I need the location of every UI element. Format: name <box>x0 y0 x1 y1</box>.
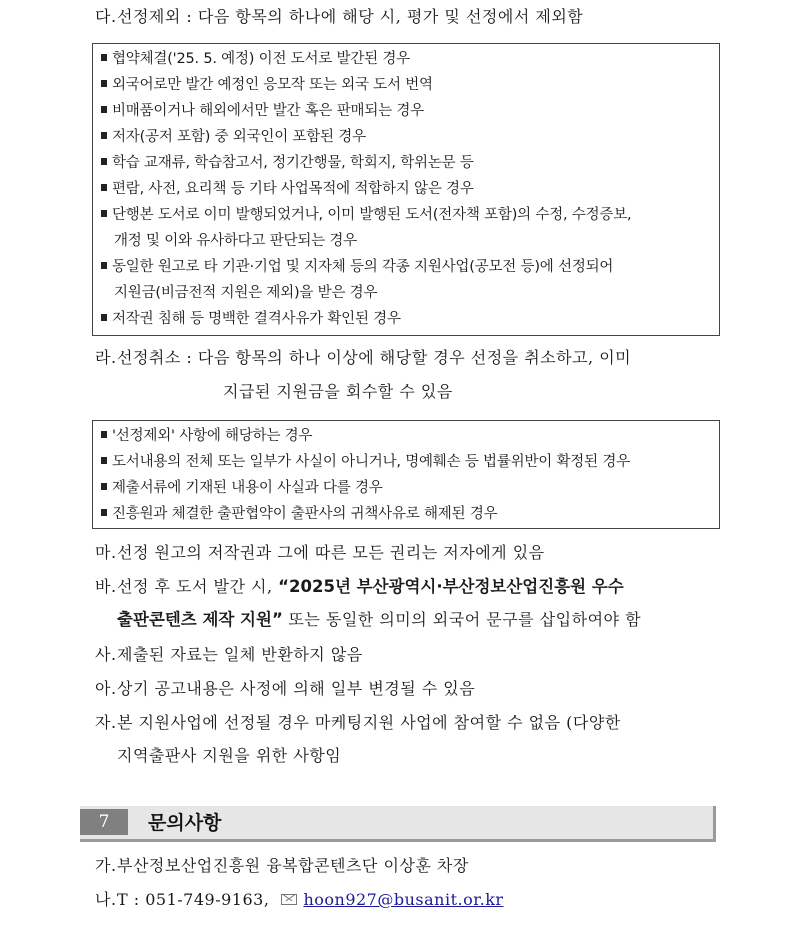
bullet-square-icon <box>101 184 107 191</box>
bullet-square-icon <box>101 509 107 516</box>
list-item: 도서내용의 전체 또는 일부가 사실이 아니거나, 명예훼손 등 법률위반이 확정된 경우 <box>101 453 630 471</box>
section-marker: 다. <box>95 7 117 26</box>
section-marker: 가. <box>95 856 117 875</box>
section-text: 제출된 자료는 일체 반환하지 않음 <box>117 645 363 664</box>
list-item: 단행본 도서로 이미 발행되었거나, 이미 발행된 도서(전자책 포함)의 수정, 수정증보, <box>101 206 631 224</box>
list-item: 협약체결('25. 5. 예정) 이전 도서로 발간된 경우 <box>101 50 410 68</box>
contact-details <box>95 890 504 910</box>
required-credit-phrase: “2025년 부산광역시·부산정보산업진흥원 우수 <box>278 577 624 596</box>
exclusion-criteria-box <box>92 43 720 336</box>
section-number: 7 <box>80 809 128 835</box>
mail-icon <box>281 894 297 905</box>
list-item: 외국어로만 발간 예정인 응모작 또는 외국 도서 번역 <box>101 76 433 94</box>
list-item: 편람, 사전, 요리책 등 기타 사업목적에 적합하지 않은 경우 <box>101 180 474 198</box>
section-text: 선정취소 : 다음 항목의 하나 이상에 해당할 경우 선정을 취소하고, 이미 <box>117 348 632 367</box>
section-marker: 자. <box>95 713 117 732</box>
section-marker: 라. <box>95 348 117 367</box>
required-credit-phrase-end: 출판콘텐츠 제작 지원” <box>117 610 283 629</box>
list-item-continuation: 지원금(비금전적 지원은 제외)을 받은 경우 <box>114 285 378 301</box>
contact-person <box>95 856 469 876</box>
section-title: 문의사항 <box>148 812 222 834</box>
bullet-square-icon <box>101 314 107 321</box>
bullet-square-icon <box>101 158 107 165</box>
section-header-bar <box>80 806 716 842</box>
cancellation-criteria-box <box>92 420 720 529</box>
bullet-square-icon <box>101 80 107 87</box>
section-text: 선정 후 도서 발간 시, <box>117 577 279 596</box>
bullet-square-icon <box>101 431 107 438</box>
list-item-continuation: 개정 및 이와 유사하다고 판단되는 경우 <box>114 233 357 249</box>
bullet-square-icon <box>101 54 107 61</box>
section-ja <box>95 713 621 733</box>
section-sa <box>95 645 363 665</box>
list-item: 진흥원과 체결한 출판협약이 출판사의 귀책사유로 해제된 경우 <box>101 505 497 523</box>
list-item: 학습 교재류, 학습참고서, 정기간행물, 학회지, 학위논문 등 <box>101 154 474 172</box>
section-marker: 나. <box>95 890 117 909</box>
list-item: 저자(공저 포함) 중 외국인이 포함된 경우 <box>101 128 366 146</box>
section-ja-continuation: 지역출판사 지원을 위한 사항임 <box>117 746 342 765</box>
section-ba <box>95 577 624 597</box>
contact-person-text: 부산정보산업진흥원 융복합콘텐츠단 이상훈 차장 <box>117 856 469 875</box>
email-link[interactable]: hoon927@busanit.or.kr <box>303 890 504 909</box>
section-ma <box>95 543 545 563</box>
section-marker: 사. <box>95 645 117 664</box>
section-a <box>95 679 475 699</box>
bullet-square-icon <box>101 132 107 139</box>
bullet-square-icon <box>101 457 107 464</box>
list-item: '선정제외' 사항에 해당하는 경우 <box>101 427 312 445</box>
section-text: 선정 원고의 저작권과 그에 따른 모든 권리는 저자에게 있음 <box>117 543 545 562</box>
section-ra-heading <box>95 348 631 368</box>
section-ra-continuation: 지급된 지원금을 회수할 수 있음 <box>223 382 453 401</box>
section-text: 선정제외 : 다음 항목의 하나에 해당 시, 평가 및 선정에서 제외함 <box>117 7 584 26</box>
section-marker: 바. <box>95 577 117 596</box>
list-item: 제출서류에 기재된 내용이 사실과 다를 경우 <box>101 479 383 497</box>
phone-number: T : 051-749-9163, <box>117 890 270 909</box>
section-text: 또는 동일한 의미의 외국어 문구를 삽입하여야 함 <box>282 610 642 629</box>
section-text: 상기 공고내용은 사정에 의해 일부 변경될 수 있음 <box>117 679 476 698</box>
section-ba-continuation <box>117 610 641 630</box>
bullet-square-icon <box>101 210 107 217</box>
bullet-square-icon <box>101 106 107 113</box>
list-item: 동일한 원고로 타 기관·기업 및 지자체 등의 각종 지원사업(공모전 등)에 선정되어 <box>101 258 613 276</box>
section-text: 본 지원사업에 선정될 경우 마케팅지원 사업에 참여할 수 없음 (다양한 <box>117 713 621 732</box>
section-marker: 아. <box>95 679 117 698</box>
bullet-square-icon <box>101 483 107 490</box>
section-da-heading <box>95 7 583 27</box>
list-item: 저작권 침해 등 명백한 결격사유가 확인된 경우 <box>101 310 401 328</box>
list-item: 비매품이거나 해외에서만 발간 혹은 판매되는 경우 <box>101 102 424 120</box>
section-marker: 마. <box>95 543 117 562</box>
bullet-square-icon <box>101 262 107 269</box>
